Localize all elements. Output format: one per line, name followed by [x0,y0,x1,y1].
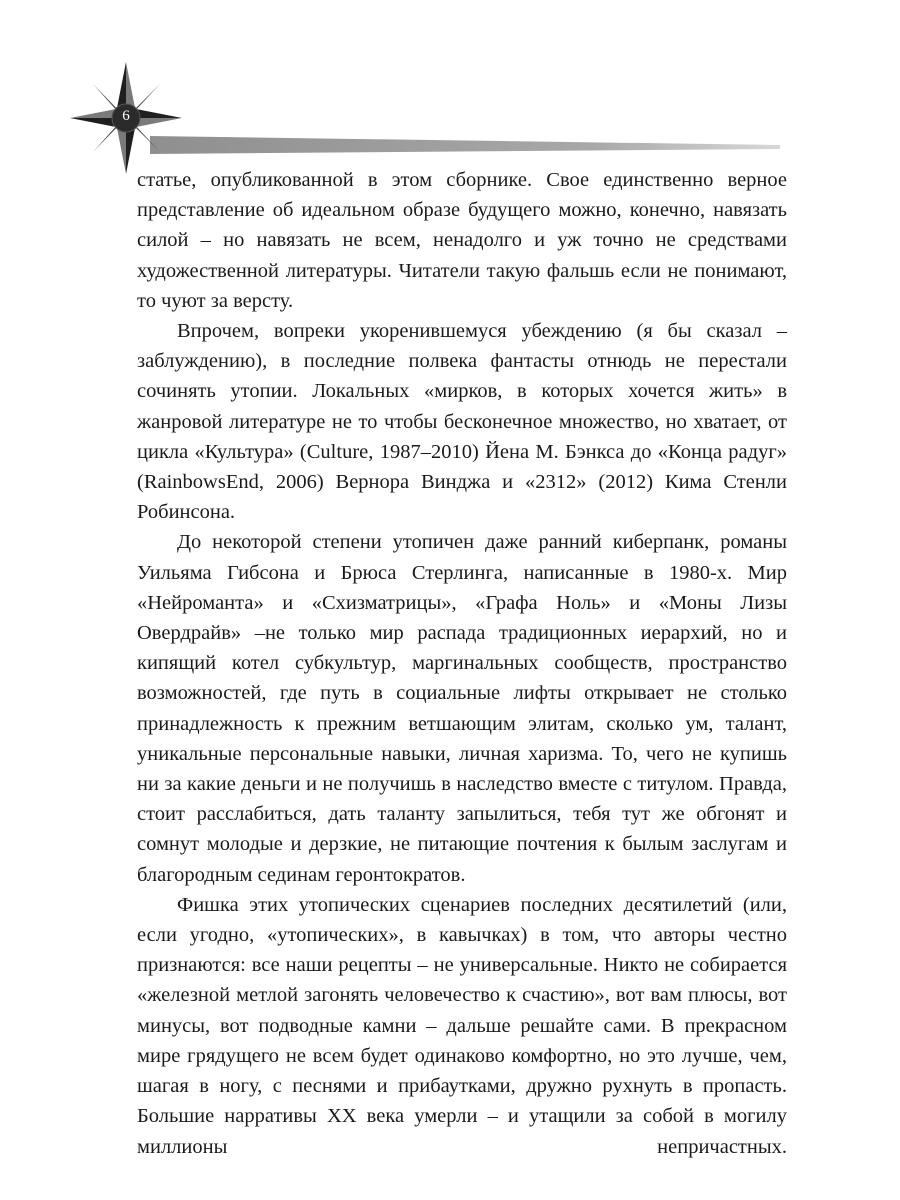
body-text [137,165,787,1162]
header-rule [150,136,780,154]
paragraph: Впрочем, вопреки укоренившемуся убеждению (я бы сказал – заблуждению), в последние полвека фантасты отнюдь не перестали сочинять утопии. Локальных «мирков, в которых хочется жить» в жанровой литературе не то чтобы бесконечное множество, но хватает, от цикла «Культура» (Culture, 1987–2010) Йена М. Бэнкса до «Конца радуг» (RainbowsEnd, 2006) Вернора Винджа и «2312» (2012) Кима Стенли Робинсона. [137,320,787,524]
paragraph: статье, опубликованной в этом сборнике. Свое единственно верное представление об идеальном образе будущего можно, конечно, навязать силой – но навязать не всем, ненадолго и уж точно не средствами художественной литературы. Читатели такую фальшь если не понимают, то чуют за версту. [137,169,787,312]
paragraph: Фишка этих утопических сценариев последних десятилетий (или, если угодно, «утопических», в кавычках) в том, что авторы честно признаются: все наши рецепты – не универсальные. Никто не собирается «железной метлой загонять человечество к счастию», вот вам плюсы, вот минусы, вот подводные камни – дальше решайте сами. В прекрасном мире грядущего не всем будет одинаково комфортно, но это лучше, чем, шагая в ногу, с песнями и прибаутками, дружно рухнуть в пропасть. Большие нарративы XX века умерли – и утащили за собой в могилу миллионы непричастных. [137,893,787,1158]
paragraph: До некоторой степени утопичен даже ранний киберпанк, романы Уильяма Гибсона и Брюса Стерлинга, написанные в 1980-х. Мир «Нейроманта» и «Схизматрицы», «Графа Ноль» и «Моны Лизы Овердрайв» –не только мир распада традиционных иерархий, но и кипящий котел субкультур, маргинальных сообществ, пространство возможностей, где путь в социальные лифты открывает не столько принадлежность к прежним ветшающим элитам, сколько ум, талант, уникальные персональные навыки, личная харизма. То, чего не купишь ни за какие деньги и не получишь в наследство вместе с титулом. Правда, стоит расслабиться, дать таланту запылиться, тебя тут же обгонят и сомнут молодые и дерзкие, не питающие почтения к былым заслугам и благородным сединам геронтократов. [137,531,787,886]
compass-star-ornament [0,0,900,180]
page-header [0,0,900,180]
page-number: 6 [122,108,130,124]
